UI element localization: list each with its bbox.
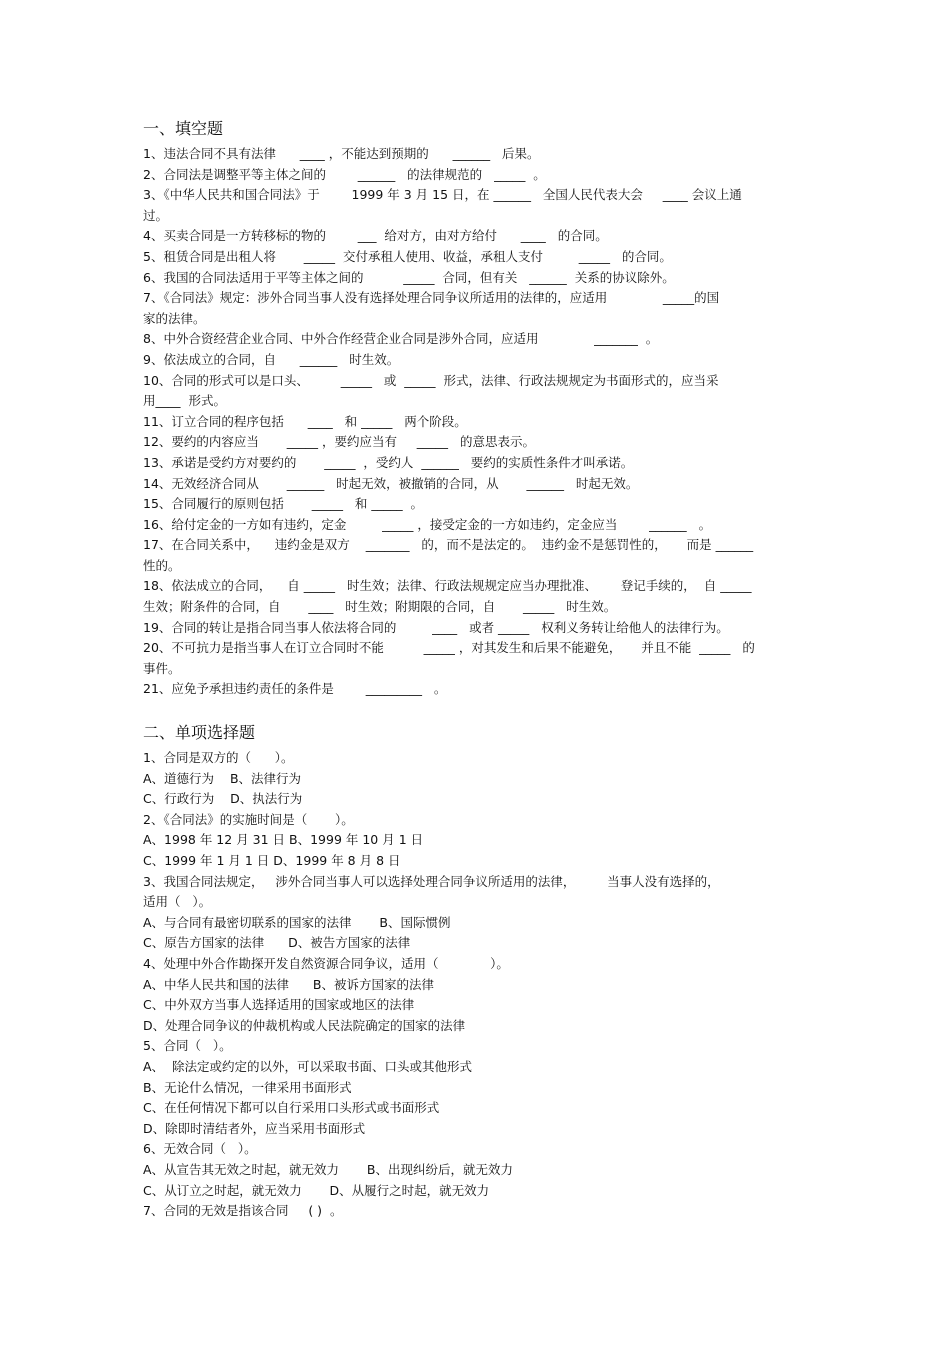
document-content: [143, 118, 808, 1222]
section-title-single-choice: 二、单项选择题: [143, 723, 256, 743]
section-title-fill-in-blank: 一、填空题: [143, 119, 224, 138]
question-line: A、 除法定或约定的以外，可以采取书面、口头或其他形式: [143, 1058, 472, 1074]
question-line: C、原告方国家的法律 D、被告方国家的法律: [143, 935, 411, 951]
question-line: 7、合同的无效是指该合同 ( ) 。: [143, 1203, 343, 1219]
question-line: C、中外双方当事人选择适用的国家或地区的法律: [143, 997, 415, 1013]
question-line: 生效；附条件的合同，自 ____ 时生效；附期限的合同，自 _____ 时生效。: [143, 599, 617, 615]
fill-in-blank-questions: [143, 144, 808, 700]
question-line: 3、《中华人民共和国合同法》于 1999 年 3 月 15 日，在 ______ 全国人民代表大会 ____ 会议上通: [143, 187, 742, 203]
question-line: C、行政行为 D、执法行为: [143, 791, 303, 807]
question-line: 11、订立合同的程序包括 ____ 和 _____ 两个阶段。: [143, 413, 467, 429]
question-line: 7、《合同法》规定：涉外合同当事人没有选择处理合同争议所适用的法律的，应适用 _____的国: [143, 290, 720, 306]
question-line: 10、合同的形式可以是口头、 _____ 或 _____ 形式，法律、行政法规规定为书面形式的，应当采: [143, 372, 719, 388]
question-line: 18、依法成立的合同， 自 _____ 时生效；法律、行政法规规定应当办理批准、 登记手续的， 自 _____: [143, 578, 752, 594]
section-divider-space: [143, 700, 808, 722]
question-line: 5、合同（ ）。: [143, 1038, 232, 1054]
question-line: 适用（ ）。: [143, 894, 212, 910]
question-line: 15、合同履行的原则包括 _____ 和 _____ 。: [143, 496, 424, 512]
question-line: B、无论什么情况，一律采用书面形式: [143, 1079, 352, 1095]
question-line: 21、应免予承担违约责任的条件是 _________ 。: [143, 681, 447, 697]
question-line: 19、合同的转让是指合同当事人依法将合同的 ____ 或者 _____ 权利义务转让给他人的法律行为。: [143, 619, 729, 635]
question-line: 14、无效经济合同从 ______ 时起无效，被撤销的合同，从 ______ 时起无效。: [143, 475, 639, 491]
question-line: 8、中外合资经营企业合同、中外合作经营企业合同是涉外合同，应适用 _______ 。: [143, 331, 659, 347]
question-line: A、与合同有最密切联系的国家的法律 B、国际惯例: [143, 914, 451, 930]
question-line: 6、我国的合同法适用于平等主体之间的 _____ 合同，但有关 ______ 关系的协议除外。: [143, 269, 675, 285]
question-line: 3、我国合同法规定， 涉外合同当事人可以选择处理合同争议所适用的法律， 当事人没有选择的，: [143, 873, 720, 889]
question-line: C、在任何情况下都可以自行采用口头形式或书面形式: [143, 1100, 440, 1116]
question-line: 13、承诺是受约方对要约的 _____ ，受约人 ______ 要约的实质性条件才叫承诺。: [143, 454, 634, 470]
question-line: 1、违法合同不具有法律 ____ ，不能达到预期的 ______ 后果。: [143, 146, 540, 161]
question-line: 4、买卖合同是一方转移标的物的 ___ 给对方，由对方给付 ____ 的合同。: [143, 228, 608, 244]
question-line: 6、无效合同（ ）。: [143, 1141, 257, 1157]
question-line: C、从订立之时起，就无效力 D、从履行之时起，就无效力: [143, 1182, 490, 1198]
question-line: C、1999 年 1 月 1 日 D、1999 年 8 月 8 日: [143, 853, 401, 868]
question-line: 2、《合同法》的实施时间是（ ）。: [143, 811, 354, 827]
question-line: 12、要约的内容应当 _____ ，要约应当有 _____ 的意思表示。: [143, 434, 535, 450]
question-line: 性的。: [143, 557, 181, 573]
question-line: 20、不可抗力是指当事人在订立合同时不能 _____ ，对其发生和后果不能避免， 并且不能 _____ 的: [143, 640, 755, 656]
question-line: A、从宣告其无效之时起，就无效力 B、出现纠纷后，就无效力: [143, 1161, 513, 1177]
question-line: D、除即时清结者外，应当采用书面形式: [143, 1120, 366, 1136]
question-line: 事件。: [143, 660, 181, 676]
question-line: 2、合同法是调整平等主体之间的 ______ 的法律规范的 _____ 。: [143, 166, 546, 182]
question-line: 5、租赁合同是出租人将 _____ 交付承租人使用、收益，承租人支付 _____ 的合同。: [143, 248, 672, 264]
question-line: 过。: [143, 207, 169, 223]
question-line: 用____ 形式。: [143, 393, 226, 409]
question-line: 9、依法成立的合同，自 ______ 时生效。: [143, 351, 400, 367]
question-line: A、中华人民共和国的法律 B、被诉方国家的法律: [143, 976, 434, 992]
single-choice-questions: [143, 748, 808, 1222]
question-line: 16、给付定金的一方如有违约，定金 _____ ，接受定金的一方如违约，定金应当 ______ 。: [143, 516, 712, 532]
question-line: 4、处理中外合作勘探开发自然资源合同争议，适用（ ）。: [143, 955, 509, 971]
question-line: 家的法律。: [143, 310, 206, 326]
question-line: A、道德行为 B、法律行为: [143, 770, 302, 786]
question-line: A、1998 年 12 月 31 日 B、1999 年 10 月 1 日: [143, 832, 424, 848]
question-line: D、处理合同争议的仲裁机构或人民法院确定的国家的法律: [143, 1017, 466, 1033]
question-line: 17、在合同关系中， 违约金是双方 _______ 的，而不是法定的。 违约金不是惩罚性的， 而是 ______: [143, 537, 754, 553]
question-line: 1、合同是双方的（ ）。: [143, 750, 294, 766]
